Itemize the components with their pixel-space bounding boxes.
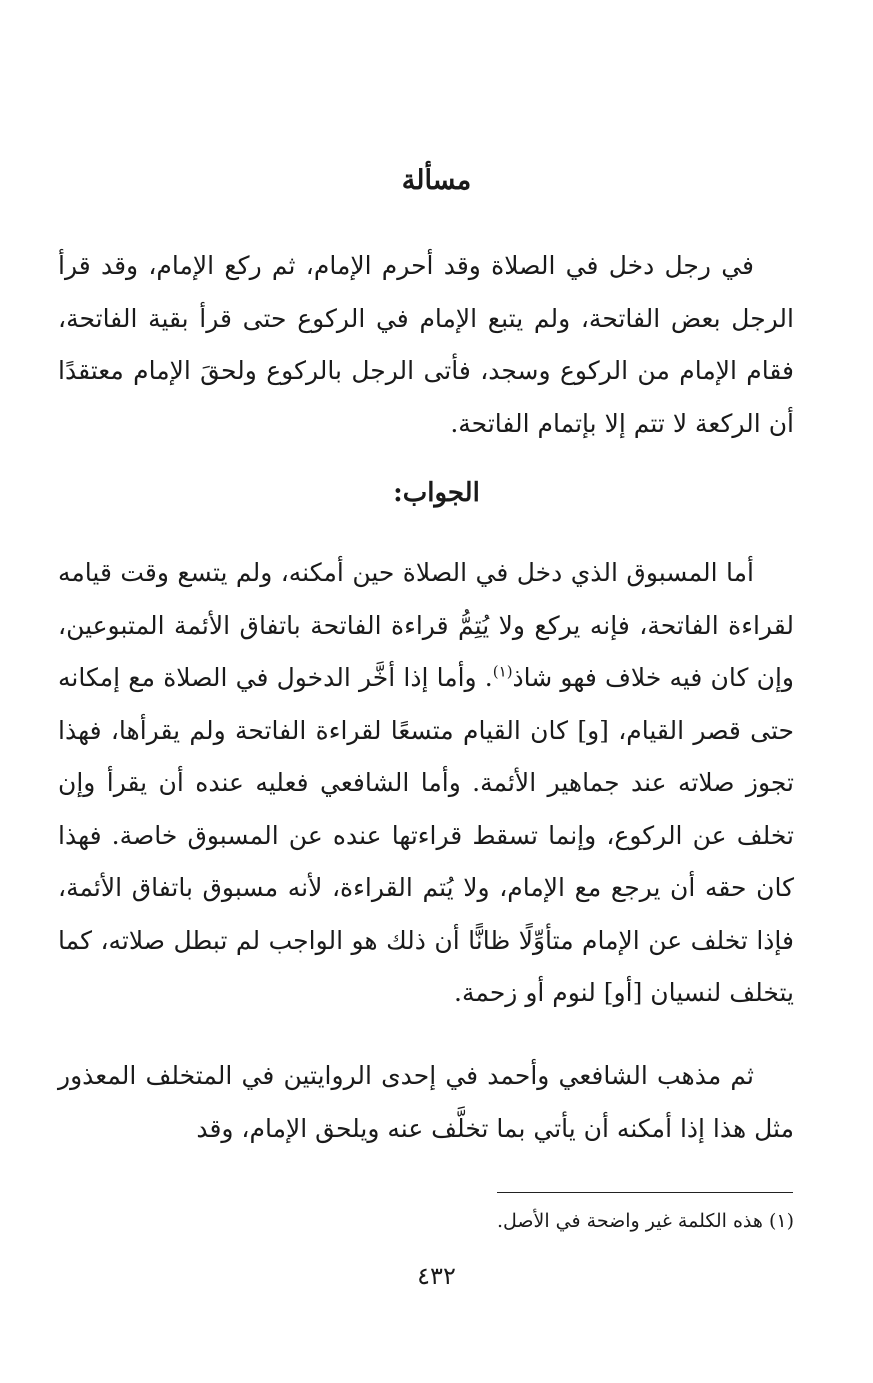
footnote-divider xyxy=(497,1192,793,1193)
page-number: ٤٣٢ xyxy=(417,1262,456,1290)
footnote-text: (١) هذه الكلمة غير واضحة في الأصل. xyxy=(496,1210,794,1232)
question-paragraph xyxy=(58,240,794,450)
answer-paragraph-2 xyxy=(58,1050,794,1155)
answer-paragraph-1 xyxy=(58,547,794,1020)
answer-text-part-1: أما المسبوق الذي دخل في الصلاة حين أمكنه، ولم يتسع وقت قيامه لقراءة الفاتحة، فإنه يركع ولا يُتِمُّ قراءة الفاتحة باتفاق الأئمة المتبوعين، وإن كان فيه خلاف فهو شاذ xyxy=(58,558,794,692)
answer-text-part-2: . وأما إذا أخَّر الدخول في الصلاة مع إمكانه حتى قصر القيام، [و] كان القيام متسعًا لقراءة الفاتحة ولم يقرأها، فهذا تجوز صلاته عند جماهير الأئمة. وأما الشافعي فعليه عنده أن يقرأ وإن تخلف عن الركوع، وإنما تسقط قراءتها عنده عن المسبوق خاصة. فهذا كان حقه أن يرجع مع الإمام، ولا يُتم القراءة، لأنه مسبوق باتفاق الأئمة، فإذا تخلف عن الإمام متأوِّلًا ظانًّا أن ذلك هو الواجب لم تبطل صلاته، كما يتخلف لنسيان [أو] لنوم أو زحمة. xyxy=(58,663,794,1007)
answer-paragraph-1-text xyxy=(58,547,794,1020)
page-title: مسألة xyxy=(401,165,472,196)
question-text: في رجل دخل في الصلاة وقد أحرم الإمام، ثم ركع الإمام، وقد قرأ الرجل بعض الفاتحة، ولم يتبع الإمام في الركوع حتى قرأ بقية الفاتحة، فقام الإمام من الركوع وسجد، فأتى الرجل بالركوع ولحقَ الإمام معتقدًا أن الركعة لا تتم إلا بإتمام الفاتحة. xyxy=(58,251,794,438)
answer-paragraph-2-text: ثم مذهب الشافعي وأحمد في إحدى الروايتين في المتخلف المعذور مثل هذا إذا أمكنه أن يأتي بما تخلَّف عنه ويلحق الإمام، وقد xyxy=(58,1061,794,1143)
answer-heading: الجواب: xyxy=(393,478,480,508)
footnote-marker: (١) xyxy=(492,662,513,681)
